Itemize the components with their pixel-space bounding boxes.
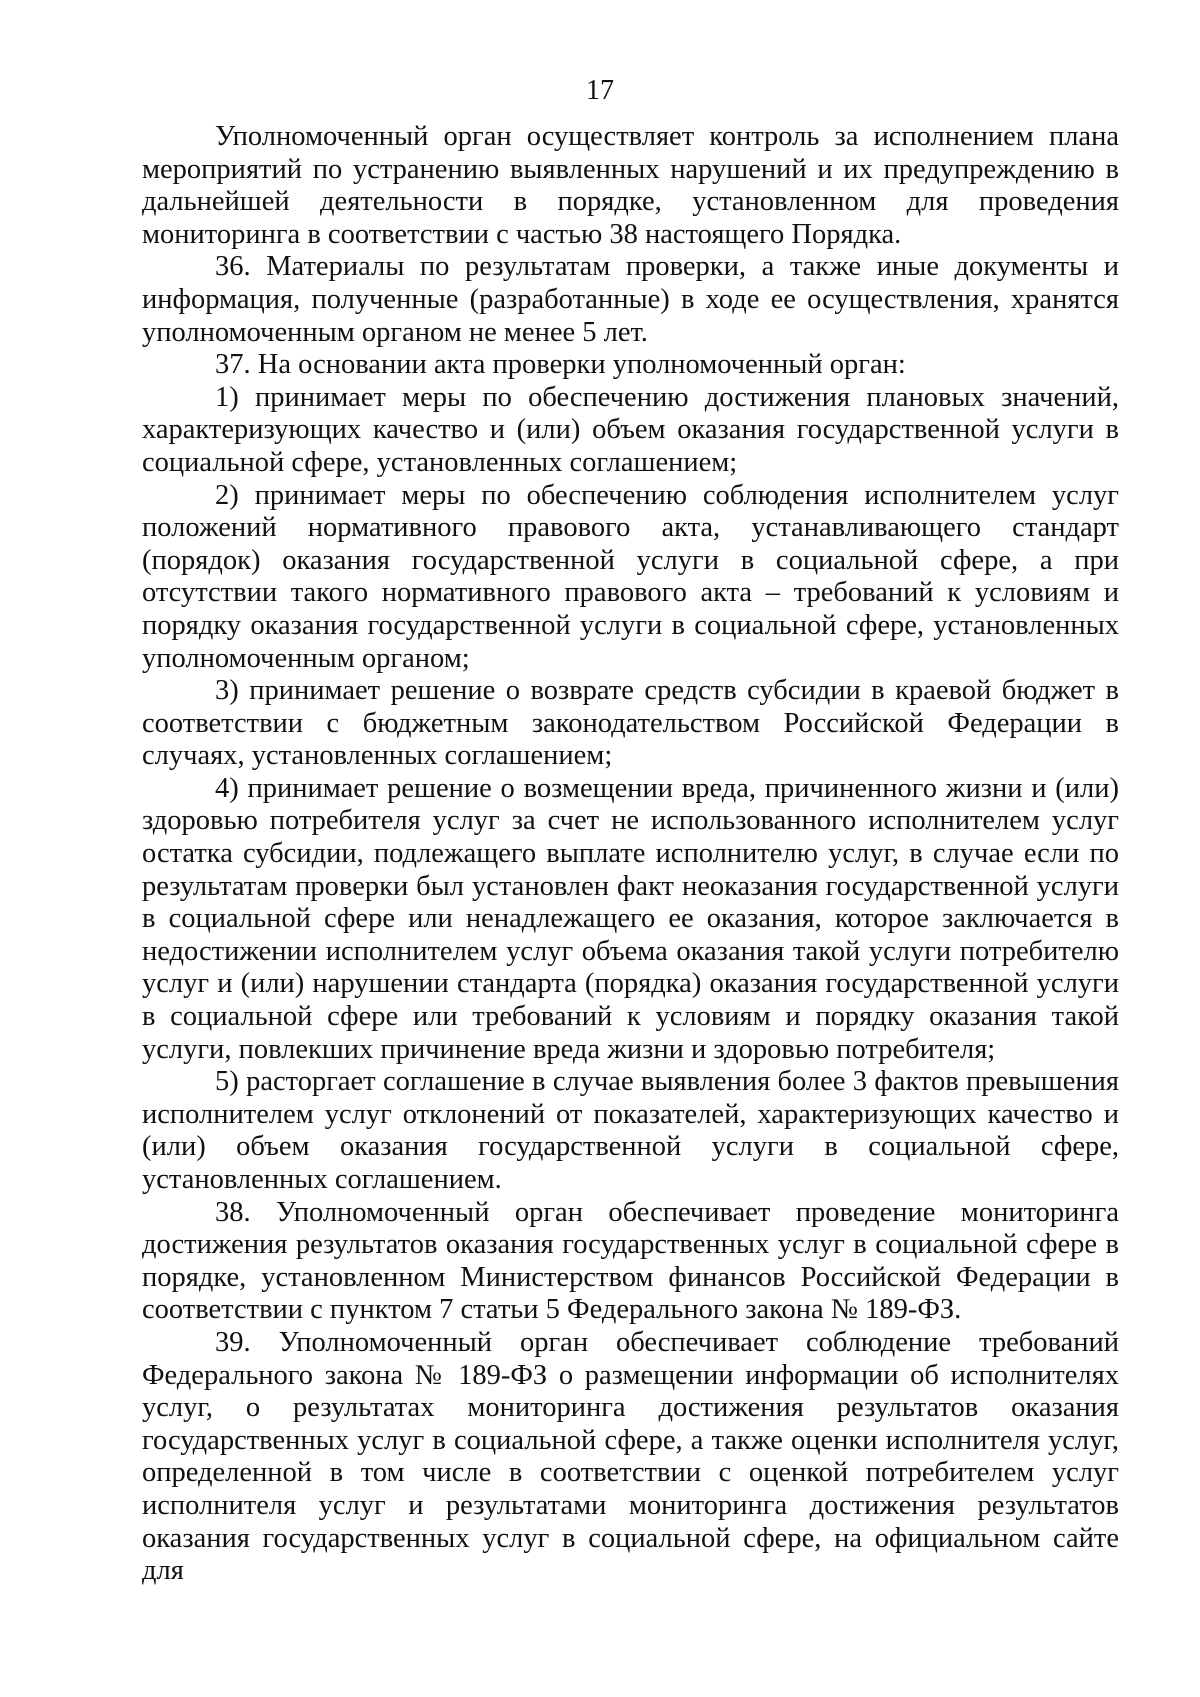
paragraph-37-item-1: 1) принимает меры по обеспечению достижения плановых значений, характеризующих качество и (или) объем оказания государственной услуги в социальной сфере, установленных соглашением; [142,381,1119,478]
paragraph-37-item-5: 5) расторгает соглашение в случае выявления более 3 фактов превышения исполнителем услуг отклонений от показателей, характеризующих качество и (или) объем оказания государственной услуги в социальной сфере, установленных соглашением. [142,1066,1119,1195]
document-body [142,121,1119,1588]
paragraph-37-item-2: 2) принимает меры по обеспечению соблюдения исполнителем услуг положений нормативного правового акта, устанавливающего стандарт (порядок) оказания государственной услуги в социальной сфере, а при отсутствии такого нормативного правового акта – требований к условиям и порядку оказания государственной услуги в социальной сфере, установленных уполномоченным органом; [142,479,1119,674]
paragraph-37-item-4: 4) принимает решение о возмещении вреда, причиненного жизни и (или) здоровью потребителя услуг за счет не использованного исполнителем услуг остатка субсидии, подлежащего выплате исполнителю услуг, в случае если по результатам проверки был установлен факт неоказания государственной услуги в социальной сфере или ненадлежащего ее оказания, которое заключается в недостижении исполнителем услуг объема оказания такой услуги потребителю услуг и (или) нарушении стандарта (порядка) оказания государственной услуги в социальной сфере или требований к условиям и порядку оказания такой услуги, повлекших причинение вреда жизни и здоровью потребителя; [142,772,1119,1065]
paragraph-39: 39. Уполномоченный орган обеспечивает соблюдение требований Федерального закона № 189-ФЗ о размещении информации об исполнителях услуг, о результатах мониторинга достижения результатов оказания государственных услуг в социальной сфере, а также оценки исполнителя услуг, определенной в том числе в соответствии с оценкой потребителем услуг исполнителя услуг и результатами мониторинга достижения результатов оказания государственных услуг в социальной сфере, на официальном сайте для [142,1326,1119,1587]
paragraph-37: 37. На основании акта проверки уполномоченный орган: [215,349,906,381]
paragraph-37-item-3: 3) принимает решение о возврате средств субсидии в краевой бюджет в соответствии с бюджетным законодательством Российской Федерации в случаях, установленных соглашением; [142,675,1119,772]
paragraph-36: 36. Материалы по результатам проверки, а также иные документы и информация, полученные (разработанные) в ходе ее осуществления, хранятся уполномоченным органом не менее 5 лет. [142,251,1119,348]
paragraph-control-plan: Уполномоченный орган осуществляет контроль за исполнением плана мероприятий по устранению выявленных нарушений и их предупреждению в дальнейшей деятельности в порядке, установленном для проведения мониторинга в соответствии с частью 38 настоящего Порядка. [142,121,1119,250]
paragraph-38: 38. Уполномоченный орган обеспечивает проведение мониторинга достижения результатов оказания государственных услуг в социальной сфере в порядке, установленном Министерством финансов Российской Федерации в соответствии с пунктом 7 статьи 5 Федерального закона № 189-ФЗ. [142,1196,1119,1326]
page-number: 17 [586,75,614,106]
